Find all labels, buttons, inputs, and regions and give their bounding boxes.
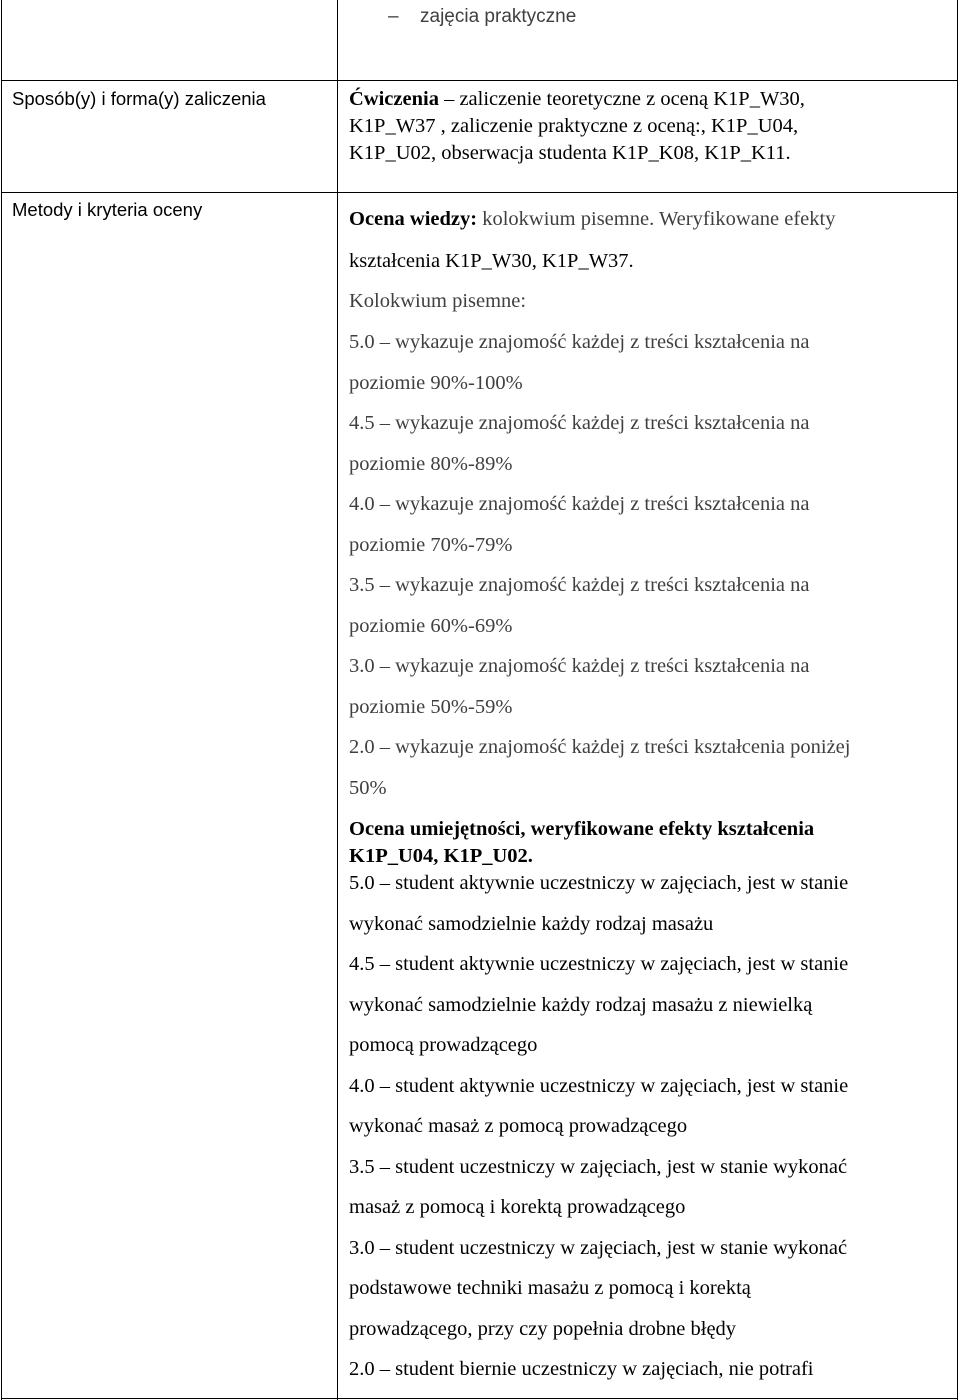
criteria-line: wykonać masaż z pomocą prowadzącego	[349, 1115, 688, 1137]
table-border-bottom	[1, 1398, 958, 1399]
criteria-line: 5.0 – wykazuje znajomość każdej z treści kształcenia na	[349, 331, 810, 353]
criteria-line: wykonać samodzielnie każdy rodzaj masażu	[349, 913, 714, 935]
criteria-line: 2.0 – wykazuje znajomość każdej z treści kształcenia poniżej	[349, 736, 851, 758]
kolokwium-label: Kolokwium pisemne:	[349, 290, 527, 312]
row-divider-2	[1, 192, 958, 193]
umiejetnosci-heading-2: K1P_U04, K1P_U02.	[349, 845, 533, 867]
wiedza-heading	[349, 208, 835, 231]
criteria-line: 4.0 – wykazuje znajomość każdej z treści kształcenia na	[349, 493, 810, 515]
criteria-line: 3.0 – student uczestniczy w zajęciach, jest w stanie wykonać	[349, 1237, 848, 1259]
criteria-line: 2.0 – student biernie uczestniczy w zajęciach, nie potrafi	[349, 1358, 814, 1380]
dash-bullet: –	[388, 6, 399, 27]
table-border-right	[957, 0, 958, 1400]
zaliczenie-line-2: K1P_W37 , zaliczenie praktyczne z oceną:, K1P_U04,	[349, 115, 799, 137]
umiejetnosci-heading-1: Ocena umiejętności, weryfikowane efekty kształcenia	[349, 818, 815, 840]
criteria-line: 3.5 – student uczestniczy w zajęciach, jest w stanie wykonać	[349, 1156, 848, 1178]
criteria-line: poziomie 60%-69%	[349, 615, 513, 637]
criteria-line: poziomie 70%-79%	[349, 534, 513, 556]
row-label-zaliczenie: Sposób(y) i forma(y) zaliczenia	[12, 88, 266, 109]
wiedza-heading-bold: Ocena wiedzy:	[349, 208, 478, 230]
criteria-line: poziomie 80%-89%	[349, 453, 513, 475]
criteria-line: 3.0 – wykazuje znajomość każdej z treści kształcenia na	[349, 655, 810, 677]
criteria-line: 5.0 – student aktywnie uczestniczy w zajęciach, jest w stanie	[349, 872, 849, 894]
criteria-line: 4.5 – wykazuje znajomość każdej z treści kształcenia na	[349, 412, 810, 434]
criteria-line: poziomie 50%-59%	[349, 696, 513, 718]
criteria-line: poziomie 90%-100%	[349, 372, 523, 394]
wiedza-heading-text: kolokwium pisemne. Weryfikowane efekty	[477, 208, 836, 230]
criteria-line: pomocą prowadzącego	[349, 1034, 538, 1056]
top-row-item: zajęcia praktyczne	[420, 6, 577, 27]
row-divider-1	[1, 80, 958, 81]
row-label-metody: Metody i kryteria oceny	[12, 199, 203, 220]
criteria-line: prowadzącego, przy czy popełnia drobne błędy	[349, 1318, 737, 1340]
criteria-line: masaż z pomocą i korektą prowadzącego	[349, 1196, 686, 1218]
criteria-line: wykonać samodzielnie każdy rodzaj masażu z niewielką	[349, 994, 813, 1016]
table-border-middle	[337, 0, 338, 1400]
wiedza-line-2: kształcenia K1P_W30, K1P_W37.	[349, 250, 634, 272]
zaliczenie-bold: Ćwiczenia	[349, 88, 439, 110]
criteria-line: podstawowe techniki masażu z pomocą i korektą	[349, 1277, 751, 1299]
zaliczenie-line-1	[349, 88, 805, 111]
table-border-left	[1, 0, 2, 1400]
zaliczenie-text: – zaliczenie teoretyczne z oceną K1P_W30,	[438, 88, 805, 110]
zaliczenie-line-3: K1P_U02, obserwacja studenta K1P_K08, K1P_K11.	[349, 142, 791, 164]
criteria-line: 3.5 – wykazuje znajomość każdej z treści kształcenia na	[349, 574, 810, 596]
criteria-line: 4.5 – student aktywnie uczestniczy w zajęciach, jest w stanie	[349, 953, 849, 975]
criteria-line: 4.0 – student aktywnie uczestniczy w zajęciach, jest w stanie	[349, 1075, 849, 1097]
criteria-line: 50%	[349, 777, 387, 799]
